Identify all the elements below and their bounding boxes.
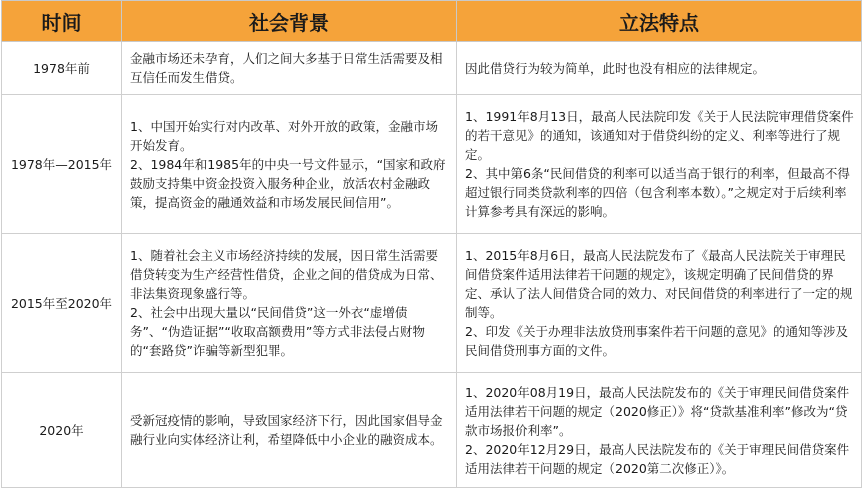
legislation-text: 因此借贷行为较为简单，此时也没有相应的法律规定。: [465, 60, 766, 76]
background-cell: [122, 95, 457, 234]
legislation-cell: [457, 95, 862, 234]
legislation-text: 2、其中第6条“民间借贷的利率可以适当高于银行的利率，但最高不得超过银行同类贷款利率的四倍（包含利率本数）。”之规定对于后续利率计算参考具有深远的影响。: [465, 166, 850, 219]
time-cell: 1978年前: [2, 42, 122, 95]
background-text: 2、1984年和1985年的中央一号文件显示，“国家和政府鼓励支持集中资金投资入服务种企业，放活农村金融政策，提高资金的融通效益和市场发展民间信用”。: [130, 156, 446, 210]
background-cell: [122, 42, 457, 95]
table-row: [2, 373, 862, 488]
background-text: 受新冠疫情的影响，导致国家经济下行，因此国家倡导金融行业向实体经济让利，希望降低中小企业的融资成本。: [130, 413, 443, 447]
legislation-text: 2、2020年12月29日，最高人民法院发布的《关于审理民间借贷案件适用法律若干问题的规定（2020第二次修正）》。: [465, 441, 850, 476]
legislation-cell: [457, 373, 862, 488]
header-time: 时间: [2, 1, 122, 42]
legislation-text: 1、2020年08月19日，最高人民法院发布的《关于审理民间借贷案件适用法律若干问题的规定（2020修正）》将“贷款基准利率”修改为“贷款市场报价利率”。: [465, 384, 850, 438]
table-row: [2, 234, 862, 373]
table-row: [2, 42, 862, 95]
background-text: 2、社会中出现大量以“民间借贷”这一外衣“虚增债务”、“伪造证据”“收取高额费用”等方式非法侵占财物的“套路贷”诈骗等新型犯罪。: [130, 305, 425, 358]
legislation-text: 1、2015年8月6日，最高人民法院发布了《最高人民法院关于审理民间借贷案件适用法律若干问题的规定》，该规定明确了民间借贷的界定、承认了法人间借贷合同的效力、对民间借贷的利率进行了一定的规制等。: [465, 248, 853, 320]
time-cell: 2020年: [2, 373, 122, 488]
legislation-cell: [457, 42, 862, 95]
legislation-text: 1、1991年8月13日，最高人民法院印发《关于人民法院审理借贷案件的若干意见》的通知，该通知对于借贷纠纷的定义、利率等进行了规定。: [465, 109, 854, 162]
background-cell: [122, 234, 457, 373]
background-text: 1、随着社会主义市场经济持续的发展，因日常生活需要借贷转变为生产经营性借贷，企业之间的借贷成为日常、非法集资现象盛行等。: [130, 248, 443, 301]
header-legislation: 立法特点: [457, 1, 862, 42]
table-row: [2, 95, 862, 234]
background-text: 金融市场还未孕育，人们之间大多基于日常生活需要及相互信任而发生借贷。: [130, 51, 443, 85]
time-cell: 1978年—2015年: [2, 95, 122, 234]
legislation-cell: [457, 234, 862, 373]
legislation-history-table: [1, 0, 862, 488]
background-cell: [122, 373, 457, 488]
header-background: 社会背景: [122, 1, 457, 42]
header-row: [2, 1, 862, 42]
legislation-text: 2、印发《关于办理非法放贷刑事案件若干问题的意见》的通知等涉及民间借贷刑事方面的文件。: [465, 324, 848, 358]
background-text: 1、中国开始实行对内改革、对外开放的政策，金融市场开始发育。: [130, 118, 438, 153]
time-cell: 2015年至2020年: [2, 234, 122, 373]
